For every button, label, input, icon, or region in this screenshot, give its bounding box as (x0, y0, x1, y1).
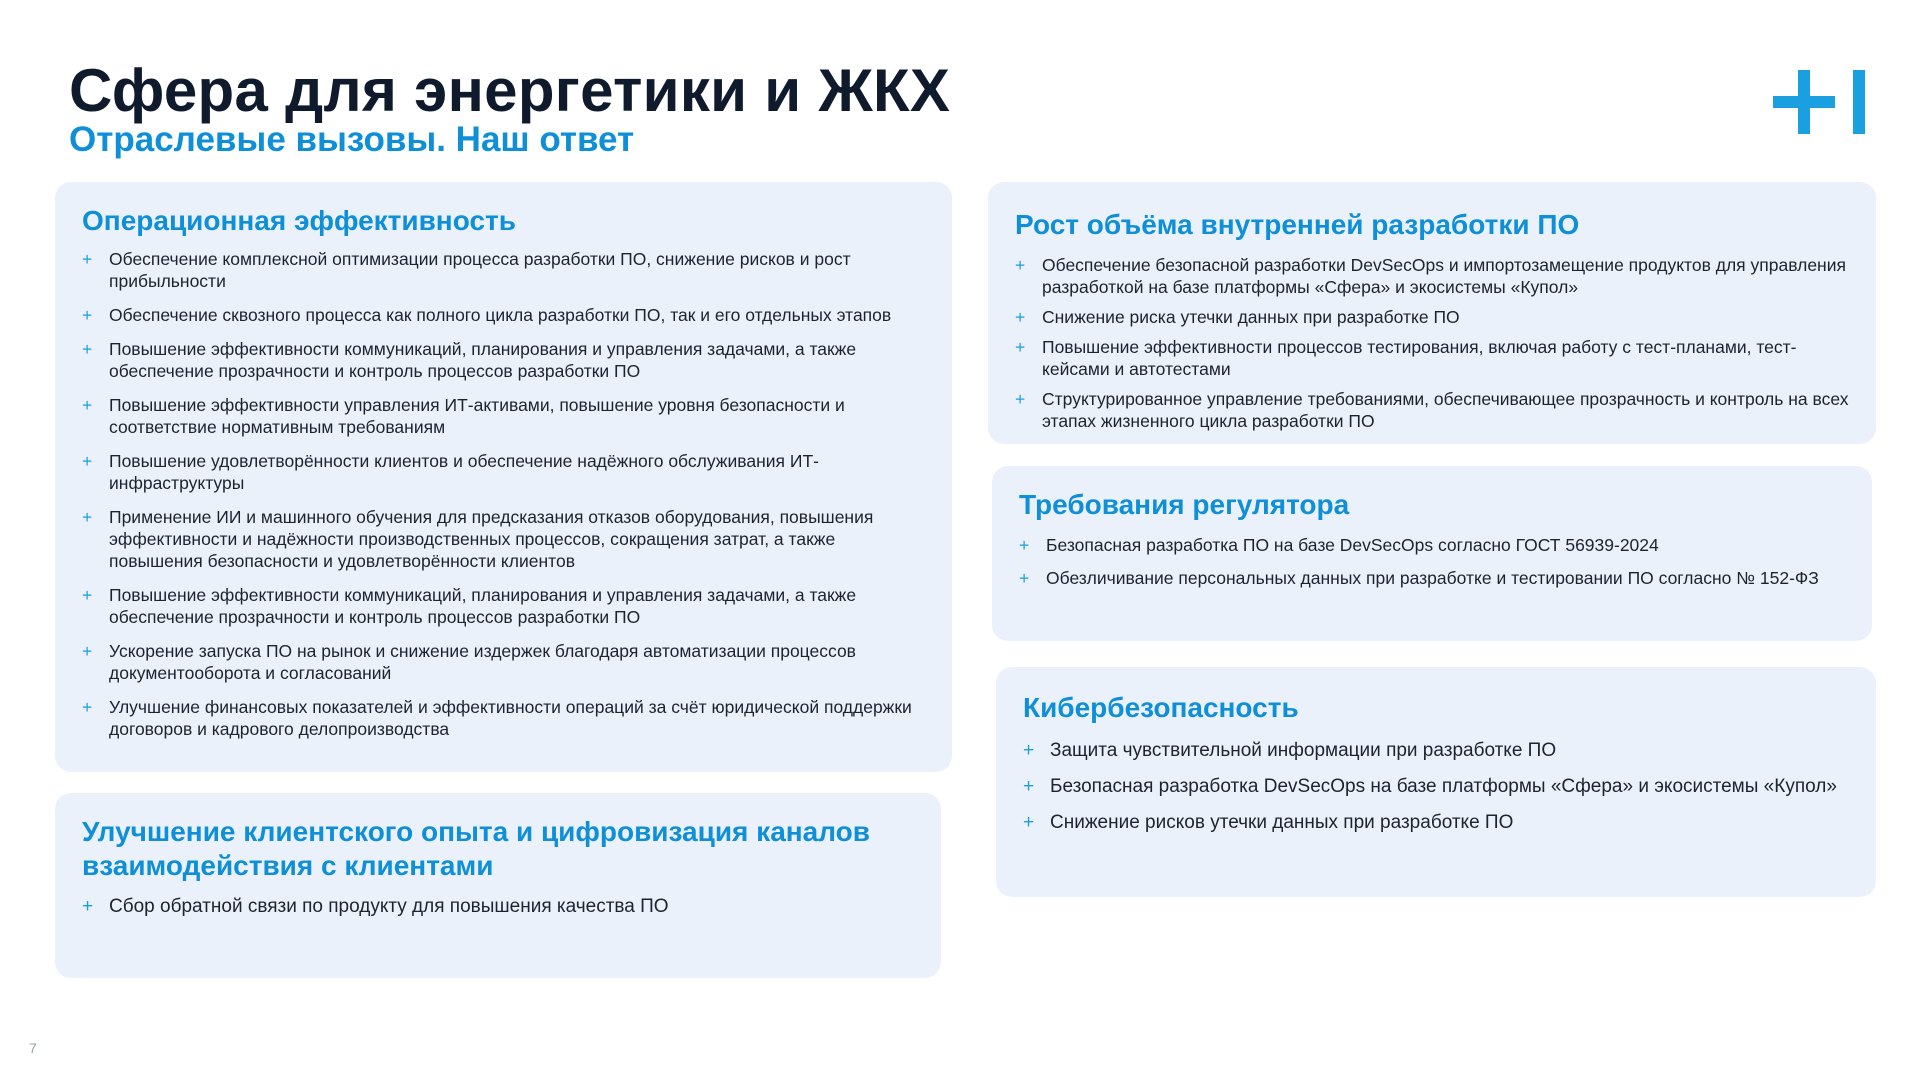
plus-bullet-icon: + (82, 507, 93, 527)
list-item-text: Повышение эффективности коммуникаций, планирования и управления задачами, а также обеспечение прозрачности и контроль процессов разработки ПО (109, 585, 857, 627)
list-item (1015, 388, 1850, 432)
list-item-text: Обеспечение комплексной оптимизации процесса разработки ПО, снижение рисков и рост прибыльности (109, 249, 851, 291)
list-item-text: Снижение риска утечки данных при разработке ПО (1042, 307, 1460, 327)
list-item (82, 696, 926, 740)
page-number: 7 (29, 1040, 37, 1056)
plus-bullet-icon: + (82, 395, 93, 415)
card-title: Кибербезопасность (1023, 692, 1299, 723)
list-item-text: Повышение эффективности управления ИТ-активами, повышение уровня безопасности и соответствие нормативным требованиям (109, 395, 845, 437)
plus-bullet-icon: + (1015, 337, 1026, 357)
card-operational-efficiency (55, 182, 952, 772)
list-item (1023, 775, 1850, 799)
list-item-text: Обеспечение безопасной разработки DevSecOps и импортозамещение продуктов для управления разработкой на базе платформы «Сфера» и экосистемы «Купол» (1042, 255, 1846, 297)
plus-bullet-icon: + (82, 451, 93, 471)
list-item-text: Применение ИИ и машинного обучения для предсказания отказов оборудования, повышения эффективности и надёжности производственных процессов, сокращения затрат, а также повышения безопасности и удовлетворённости клиентов (109, 507, 874, 571)
list-item (82, 895, 915, 919)
list-item-text: Обезличивание персональных данных при разработке и тестировании ПО согласно № 152-ФЗ (1046, 568, 1819, 588)
page-subtitle: Отраслевые вызовы. Наш ответ (69, 120, 635, 159)
list-item (82, 506, 926, 572)
plus-bullet-icon: + (82, 896, 94, 917)
card-cybersecurity (996, 667, 1876, 897)
plus-bullet-icon: + (1023, 812, 1035, 833)
list-item (1023, 739, 1850, 763)
plus-bar-logo-icon (1773, 70, 1865, 134)
list-item-text: Повышение эффективности коммуникаций, планирования и управления задачами, а также обеспечение прозрачности и контроль процессов разработки ПО (109, 339, 857, 381)
bullet-list (82, 895, 915, 919)
list-item (1019, 567, 1846, 589)
list-item (82, 304, 926, 326)
plus-bullet-icon: + (82, 697, 93, 717)
list-item-text: Ускорение запуска ПО на рынок и снижение издержек благодаря автоматизации процессов документооборота и согласований (109, 641, 856, 683)
list-item-text: Улучшение финансовых показателей и эффективности операций за счёт юридической поддержки договоров и кадрового делопроизводства (109, 697, 912, 739)
list-item (1015, 336, 1850, 380)
bullet-list (1015, 254, 1850, 432)
card-title: Операционная эффективность (82, 205, 516, 236)
bullet-list (1019, 534, 1846, 589)
plus-bullet-icon: + (82, 585, 93, 605)
list-item (82, 584, 926, 628)
list-item (82, 640, 926, 684)
list-item (1019, 534, 1846, 556)
plus-bullet-icon: + (1015, 255, 1026, 275)
card-title: Улучшение клиентского опыта и цифровизация каналов взаимодействия с клиентами (82, 816, 870, 881)
list-item-text: Обеспечение сквозного процесса как полного цикла разработки ПО, так и его отдельных этапов (109, 305, 892, 325)
plus-bullet-icon: + (1015, 389, 1026, 409)
list-item (82, 394, 926, 438)
list-item-text: Безопасная разработка DevSecOps на базе платформы «Сфера» и экосистемы «Купол» (1050, 776, 1837, 797)
plus-bullet-icon: + (82, 249, 93, 269)
bullet-list (82, 248, 926, 740)
list-item-text: Повышение удовлетворённости клиентов и обеспечение надёжного обслуживания ИТ-инфраструктуры (109, 451, 819, 493)
list-item-text: Безопасная разработка ПО на базе DevSecOps согласно ГОСТ 56939-2024 (1046, 535, 1659, 555)
list-item (82, 450, 926, 494)
list-item (1015, 306, 1850, 328)
list-item (1015, 254, 1850, 298)
bullet-list (1023, 739, 1850, 835)
card-title: Требования регулятора (1019, 489, 1350, 520)
list-item (1023, 811, 1850, 835)
card-internal-development (988, 182, 1876, 444)
plus-bullet-icon: + (1023, 776, 1035, 797)
plus-bullet-icon: + (1019, 568, 1030, 588)
page-title: Сфера для энергетики и ЖКХ (69, 57, 951, 124)
list-item (82, 248, 926, 292)
plus-bullet-icon: + (82, 641, 93, 661)
list-item-text: Повышение эффективности процессов тестирования, включая работу с тест-планами, тест-кейсами и автотестами (1042, 337, 1797, 379)
plus-bullet-icon: + (1019, 535, 1030, 555)
card-regulator-requirements (992, 466, 1872, 641)
list-item-text: Защита чувствительной информации при разработке ПО (1050, 740, 1557, 761)
plus-bullet-icon: + (1023, 740, 1035, 761)
plus-bullet-icon: + (82, 339, 93, 359)
card-customer-experience (55, 793, 941, 978)
list-item-text: Снижение рисков утечки данных при разработке ПО (1050, 812, 1514, 833)
list-item (82, 338, 926, 382)
plus-bullet-icon: + (1015, 307, 1026, 327)
plus-bullet-icon: + (82, 305, 93, 325)
card-title: Рост объёма внутренней разработки ПО (1015, 209, 1580, 240)
list-item-text: Сбор обратной связи по продукту для повышения качества ПО (109, 896, 669, 917)
list-item-text: Структурированное управление требованиями, обеспечивающее прозрачность и контроль на всех этапах жизненного цикла разработки ПО (1042, 389, 1849, 431)
